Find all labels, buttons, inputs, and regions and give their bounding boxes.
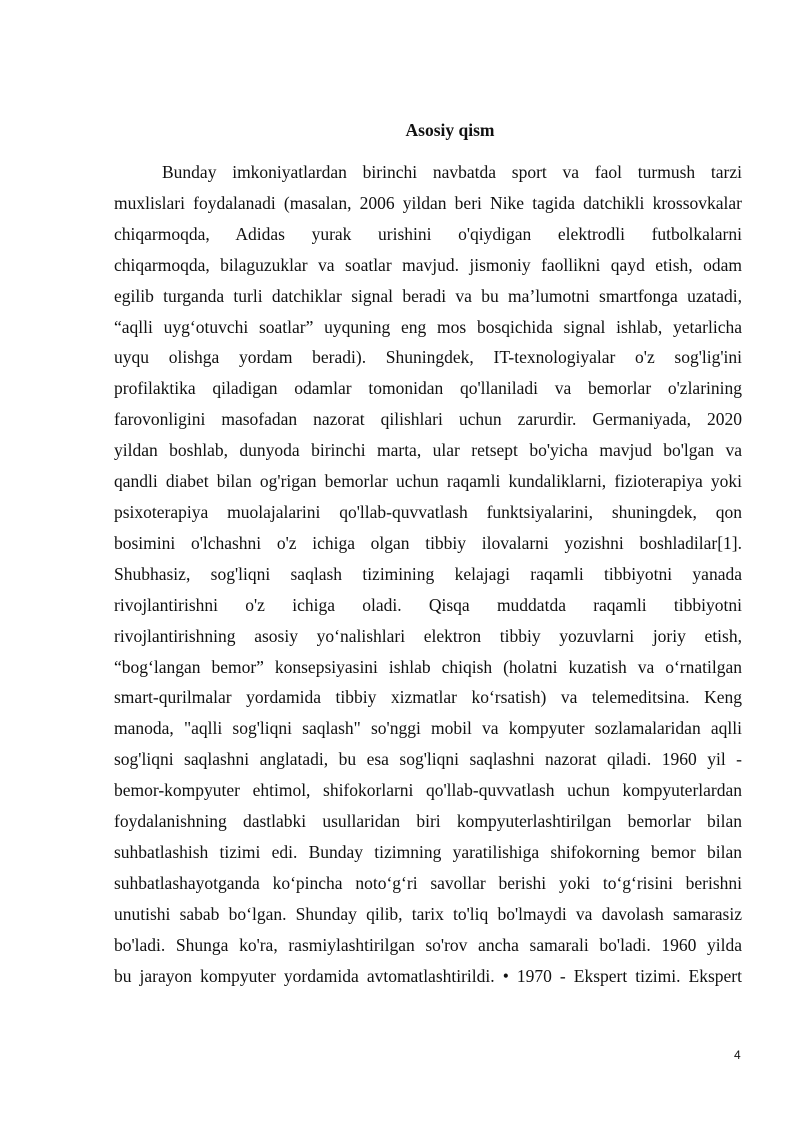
section-heading: Asosiy qism	[405, 120, 495, 140]
text-line: farovonligini masofadan nazorat qilishlari uchun zarurdir. Germaniyada, 2020	[114, 409, 742, 430]
text-line: chiqarmoqda, bilaguzuklar va soatlar mavjud. jismoniy faollikni qayd etish, odam	[114, 254, 742, 275]
text-line: rivojlantirishni o'z ichiga oladi. Qisqa muddatda raqamli tibbiyotni	[114, 594, 742, 615]
body-paragraph	[114, 157, 742, 991]
text-line: manoda, "aqlli sog'liqni saqlash" so'nggi mobil va kompyuter sozlamalaridan aqlli	[114, 718, 742, 739]
text-line: Shubhasiz, sog'liqni saqlash tizimining kelajagi raqamli tibbiyotni yanada	[114, 563, 742, 584]
text-line: bosimini o'lchashni o'z ichiga olgan tibbiy ilovalarni yozishni boshladilar[1].	[114, 532, 742, 553]
text-line: sog'liqni saqlashni anglatadi, bu esa sog'liqni saqlashni nazorat qiladi. 1960 yil -	[114, 749, 742, 770]
text-line: “bog‘langan bemor” konsepsiyasini ishlab chiqish (holatni kuzatish va o‘rnatilgan	[114, 656, 742, 677]
text-line: egilib turganda turli datchiklar signal beradi va bu ma’lumotni smartfonga uzatadi,	[114, 285, 742, 306]
text-line: suhbatlashayotganda ko‘pincha noto‘g‘ri savollar berishi yoki to‘g‘risini berishni	[114, 872, 742, 893]
text-line: bu jarayon kompyuter yordamida avtomatlashtirildi. • 1970 - Ekspert tizimi. Ekspert	[114, 965, 742, 986]
text-line: uyqu olishga yordam beradi). Shuningdek, IT-texnologiyalar o'z sog'lig'ini	[114, 347, 742, 368]
text-line: chiqarmoqda, Adidas yurak urishini o'qiydigan elektrodli futbolkalarni	[114, 223, 742, 244]
text-line: foydalanishning dastlabki usullaridan biri kompyuterlashtirilgan bemorlar bilan	[114, 811, 742, 832]
text-line: “aqlli uyg‘otuvchi soatlar” uyquning eng mos bosqichida signal ishlab, yetarlicha	[114, 316, 742, 337]
text-line: bemor-kompyuter ehtimol, shifokorlarni qo'llab-quvvatlash uchun kompyuterlardan	[114, 780, 742, 801]
text-line: unutishi sabab bo‘lgan. Shunday qilib, tarix to'liq bo'lmaydi va davolash samarasiz	[114, 903, 742, 924]
text-line: psixoterapiya muolajalarini qo'llab-quvvatlash funktsiyalarini, shuningdek, qon	[114, 501, 742, 522]
text-line: suhbatlashish tizimi edi. Bunday tizimning yaratilishiga shifokorning bemor bilan	[114, 841, 742, 862]
text-line: yildan boshlab, dunyoda birinchi marta, ular retsept bo'yicha mavjud bo'lgan va	[114, 440, 742, 461]
text-line: rivojlantirishning asosiy yo‘nalishlari elektron tibbiy yozuvlarni joriy etish,	[114, 625, 742, 646]
text-line: muxlislari foydalanadi (masalan, 2006 yildan beri Nike tagida datchikli krossovkalar	[114, 192, 742, 213]
text-line: profilaktika qiladigan odamlar tomonidan qo'llaniladi va bemorlar o'zlarining	[114, 378, 742, 399]
text-line: bo'ladi. Shunga ko'ra, rasmiylashtirilgan so'rov ancha samarali bo'ladi. 1960 yilda	[114, 934, 742, 955]
text-line: Bunday imkoniyatlardan birinchi navbatda sport va faol turmush tarzi	[162, 162, 742, 182]
page-number: 4	[734, 1048, 741, 1062]
text-line: qandli diabet bilan og'rigan bemorlar uchun raqamli kundaliklarni, fizioterapiya yoki	[114, 471, 742, 492]
text-line: smart-qurilmalar yordamida tibbiy xizmatlar ko‘rsatish) va telemeditsina. Keng	[114, 687, 742, 708]
